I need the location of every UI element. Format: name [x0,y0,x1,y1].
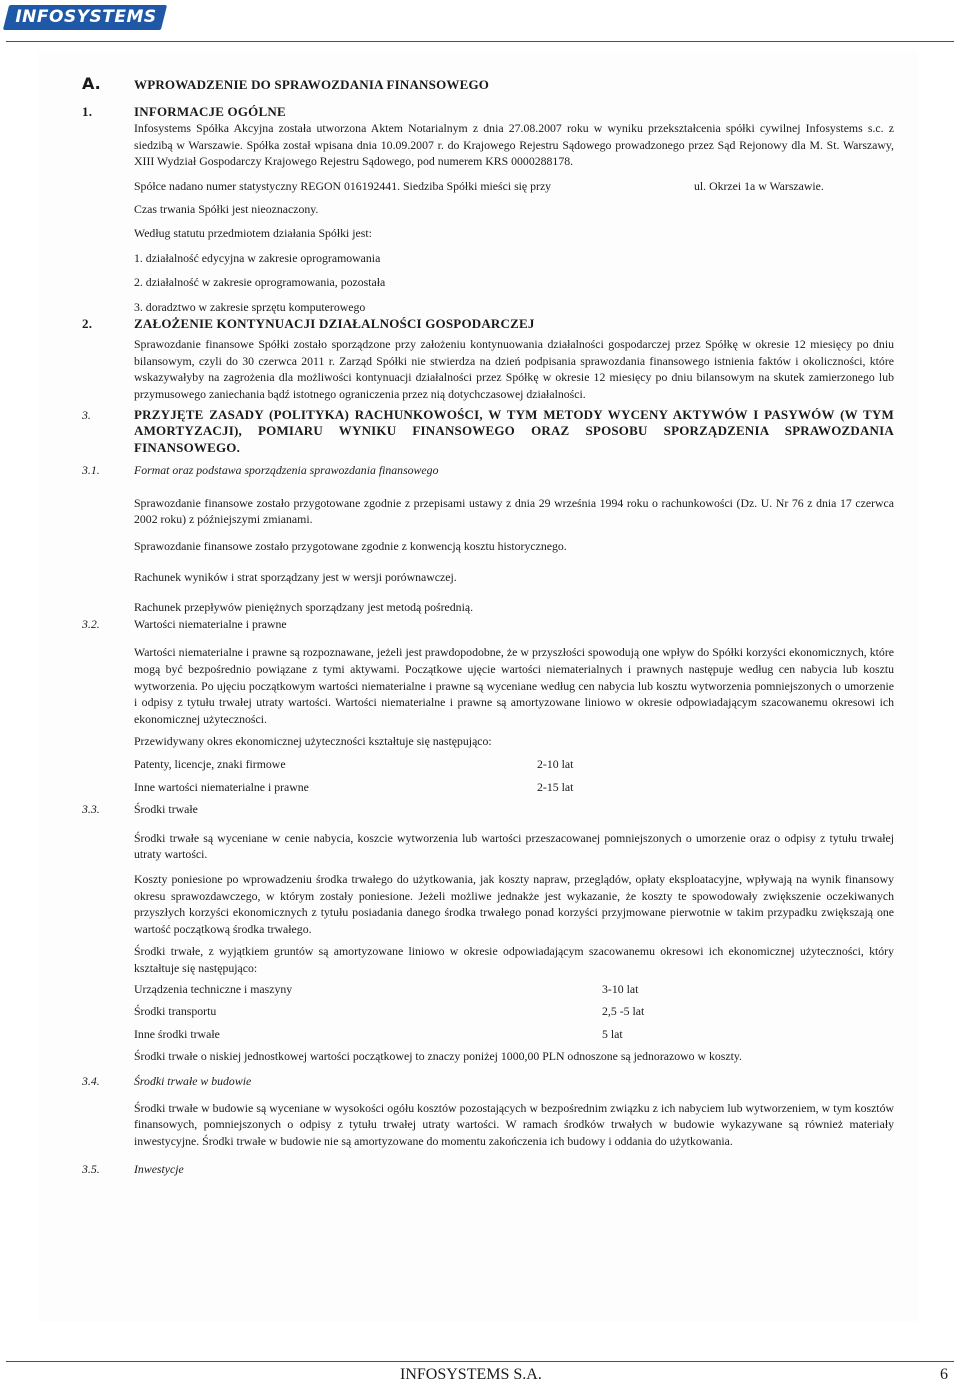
item-label: Patenty, licencje, znaki firmowe [134,757,286,771]
item-value: 3-10 lat [602,981,639,996]
section-3-heading [82,407,894,457]
section-35-title: Inwestycje [134,1162,184,1177]
list-item [134,1003,894,1020]
list-item: 2. działalność w zakresie oprogramowania, pozostała [134,275,386,290]
item-label: Urządzenia techniczne i maszyny [134,981,293,996]
section-32-title: Wartości niematerialne i prawne [134,616,287,631]
footer-divider [6,1361,954,1362]
paragraph: Czas trwania Spółki jest nieoznaczony. [134,201,319,216]
regon-text: Spółce nadano numer statystyczny REGON 016192441. Siedziba Spółki mieści się przy [134,178,552,193]
paragraph: Wartości niematerialne i prawne są rozpoznawane, jeżeli jest prawdopodobne, że w przyszłości spowodują one wpływ do Spółki korzyści ekonomicznych, które mogą być bezpośrednio powiązane z tymi aktywami. Początkowe ujęcie wartości niematerialnych i prawnych następuje według cen nabycia lub kosztu wytworzenia. Po ujęciu początkowym wartości niematerialne i prawne są wyceniane według cen nabycia lub kosztu wytworzenia pomniejszonych o umorzenie i odpisy z tytułu trwałej utraty wartości. Wartości niematerialne i prawne są amortyzowane liniowo w okresie odpowiadającym szacowanemu okresowi ich ekonomicznej użyteczności. [134,645,894,726]
section-34-number: 3.4. [82,1073,100,1088]
section-33-number: 3.3. [82,802,100,817]
section-3-number: 3. [82,407,91,422]
section-a-number: A. [82,74,101,93]
page-header [0,0,960,44]
section-35-heading [82,1161,894,1178]
section-3-title: PRZYJĘTE ZASADY (POLITYKA) RACHUNKOWOŚCI, W TYM METODY WYCENY AKTYWÓW I PASYWÓW (W TYM AMORTYZACJI), POMIARU WYNIKU FINANSOWEGO ORAZ SPOSOBU SPORZĄDZENIA SPRAWOZDANIA FINANSOWEGO. [134,406,894,455]
paragraph: Środki trwałe są wyceniane w cenie nabycia, koszcie wytworzenia lub wartości przeszacowanej pomniejszonych o umorzenie oraz o odpisy z tytułu trwałej utraty wartości. [134,830,894,862]
item-label: Inne środki trwałe [134,1026,220,1041]
section-2-heading [82,316,894,333]
section-2-number: 2. [82,315,93,331]
list-item [134,1026,894,1043]
paragraph: Sprawozdanie finansowe zostało przygotowane zgodnie z przepisami ustawy z dnia 29 września 1994 roku o rachunkowości (Dz. U. Nr 76 z dnia 17 czerwca 2002 roku) z późniejszymi zmianami. [134,495,894,527]
section-2-title: ZAŁOŻENIE KONTYNUACJI DZIAŁALNOŚCI GOSPODARCZEJ [134,315,535,331]
section-a-title: WPROWADZENIE DO SPRAWOZDANIA FINANSOWEGO [134,77,490,92]
list-item [134,756,894,773]
item-label: Środki transportu [134,1004,217,1019]
regon-paragraph [134,178,894,195]
item-label: Inne wartości niematerialne i prawne [134,779,309,794]
section-33-heading [82,801,894,818]
list-item [134,779,894,796]
section-31-title: Format oraz podstawa sporządzenia sprawozdania finansowego [134,463,439,478]
paragraph: Infosystems Spółka Akcyjna została utworzona Aktem Notarialnym z dnia 27.08.2007 roku w wyniku przekształcenia spółki cywilnej Infosystems s.c. z siedzibą w Warszawie. Spółka został wpisana dnia 10.09.2007 r. do Krajowego Rejestru Sądowego prowadzonego przez Sąd Rejonowy dla M. St. Warszawy, XIII Wydział Gospodarczy Krajowego Rejestru Sądowego, pod numerem KRS 0000288178. [134,121,894,169]
paragraph: Środki trwałe w budowie są wyceniane w wysokości ogółu kosztów pozostających w bezpośrednim związku z ich nabyciem lub wytworzeniem, w tym kosztów finansowych, pomniejszonych o odpisy z tytułu trwałej utraty wartości. W ramach środków trwałych w budowie wykazywane są również materiały inwestycyjne. Środki trwałe w budowie nie są amortyzowane do momentu zakończenia ich budowy i oddania do użytkowania. [134,1100,894,1148]
list-item [134,981,894,998]
address-text: ul. Okrzei 1a w Warszawie. [694,178,824,193]
paragraph: Sprawozdanie finansowe zostało przygotowane zgodnie z konwencją kosztu historycznego. [134,539,567,554]
section-1-number: 1. [82,103,93,119]
paragraph: Według statutu przedmiotem działania Spółki jest: [134,226,372,241]
header-divider [6,41,954,42]
section-a-heading [82,76,894,94]
section-34-heading [82,1073,894,1090]
footer-company: INFOSYSTEMS S.A. [400,1366,542,1383]
page-number: 6 [940,1366,948,1383]
item-value: 5 lat [602,1026,623,1041]
section-1-heading [82,104,894,121]
paragraph: Przewidywany okres ekonomicznej użyteczności kształtuje się następująco: [134,734,492,749]
item-value: 2,5 -5 lat [602,1004,645,1019]
list-item: 1. działalność edycyjna w zakresie oprogramowania [134,250,381,265]
document-body [82,76,894,1178]
paragraph: Koszty poniesione po wprowadzeniu środka trwałego do użytkowania, jak koszty napraw, przeglądów, opłaty eksploatacyjne, wpływają na wynik finansowy okresu sprawozdawczego, w którym zostały poniesione. Jeżeli możliwe jednakże jest wykazanie, że koszty te spowodowały zwiększenie oczekiwanych przyszłych korzyści ekonomicznych z tytułu posiadania danego środka trwałego ponad korzyści przyjmowane pierwotnie w takim przypadku zwiększają one wartość początkową środka trwałego. [134,871,894,936]
section-32-number: 3.2. [82,616,100,631]
paragraph: Środki trwałe o niskiej jednostkowej wartości początkowej to znaczy poniżej 1000,00 PLN odnoszone są jednorazowo w koszty. [134,1049,742,1064]
section-34-title: Środki trwałe w budowie [134,1073,252,1088]
section-31-heading [82,462,894,479]
paragraph: Rachunek przepływów pieniężnych sporządzany jest metodą pośrednią. [134,600,474,615]
list-item: 3. doradztwo w zakresie sprzętu komputerowego [134,299,366,314]
section-35-number: 3.5. [82,1162,100,1177]
section-33-title: Środki trwałe [134,802,198,817]
logo: INFOSYSTEMS [15,7,157,27]
section-32-heading [82,616,894,633]
section-1-title: INFORMACJE OGÓLNE [134,103,286,119]
section-31-number: 3.1. [82,463,100,478]
item-value: 2-10 lat [537,757,574,771]
paragraph: Środki trwałe, z wyjątkiem gruntów są amortyzowane liniowo w okresie odpowiadającym szacowanemu okresowi ich ekonomicznej użyteczności, który kształtuje się następująco: [134,944,894,975]
item-value: 2-15 lat [537,779,574,794]
paragraph: Sprawozdanie finansowe Spółki zostało sporządzone przy założeniu kontynuowania działalności gospodarczej przez Spółkę w okresie 12 miesięcy po dniu bilansowym, czyli do 30 czerwca 2011 r. Zarząd Spółki nie stwierdza na dzień podpisania sprawozdania finansowego istnienia faktów i okoliczności, które wskazywałyby na zagrożenia dla możliwości kontynuacji działalności przez Spółkę w okresie 12 miesięcy po dniu bilansowym na skutek zamierzonego lub przymusowego zaniechania bądź istotnego ograniczenia przez nią dotychczasowej działalności. [134,337,894,401]
paragraph: Rachunek wyników i strat sporządzany jest w wersji porównawczej. [134,569,457,584]
